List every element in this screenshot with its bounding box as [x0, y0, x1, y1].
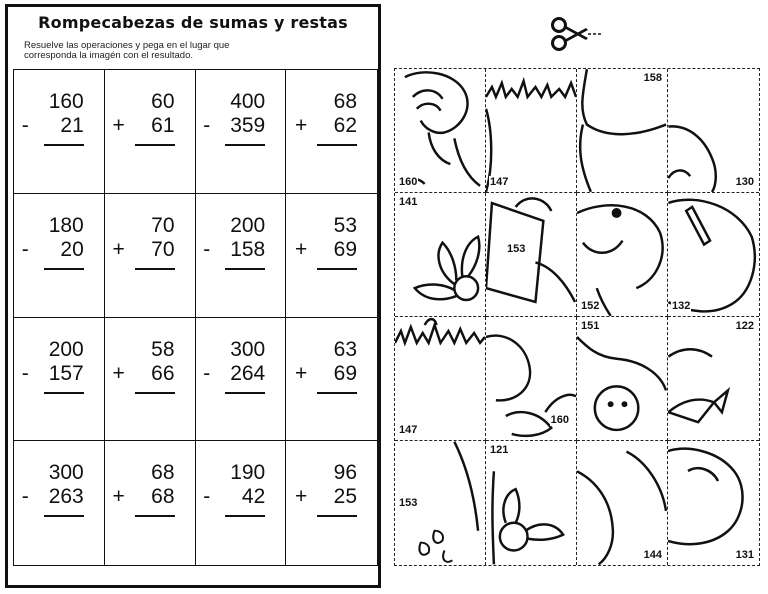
operation [295, 214, 357, 270]
top-number: 180 [48, 213, 84, 237]
operation [113, 338, 175, 394]
puzzle-piece[interactable] [577, 69, 668, 193]
puzzle-piece[interactable] [395, 69, 486, 193]
problem-cell [105, 194, 196, 318]
answer-line [44, 515, 84, 517]
answer-line [317, 144, 357, 146]
problem-cell [105, 318, 196, 442]
piece-number: 144 [643, 549, 662, 561]
puzzle-image [394, 68, 760, 566]
answer-line [225, 392, 265, 394]
piece-number: 147 [490, 176, 509, 188]
grass-drawing [486, 69, 576, 192]
puzzle-piece[interactable] [486, 317, 577, 441]
bottom-number: 264 [230, 361, 266, 385]
operation [113, 90, 175, 146]
problem-cell [286, 194, 377, 318]
piece-number: 121 [490, 444, 509, 456]
piece-number: 130 [735, 176, 754, 188]
operator-sign: + [112, 237, 125, 261]
piece-number: 147 [399, 424, 418, 436]
bottom-number: 66 [151, 361, 175, 385]
puzzle-piece[interactable] [577, 317, 668, 441]
bear-cub-drawing [577, 317, 667, 440]
top-number: 400 [230, 90, 266, 113]
top-number: 200 [230, 213, 266, 237]
operation [113, 214, 175, 270]
problem-cell [14, 194, 105, 318]
answer-line [135, 268, 175, 270]
operator-sign: + [295, 237, 308, 261]
bottom-number: 42 [241, 485, 266, 509]
problem-cell [286, 441, 377, 565]
worksheet-instructions: Resuelve las operaciones y pega en el lugar que corresponda la imagén con el resultado. [24, 40, 230, 61]
problem-cell [14, 318, 105, 442]
problem-cell [286, 70, 377, 194]
bottom-number: 69 [333, 361, 357, 385]
puzzle-piece[interactable] [395, 317, 486, 441]
watering-can-drawing [486, 193, 576, 316]
operation [203, 461, 265, 517]
bottom-number: 359 [230, 114, 266, 137]
operator-sign: + [112, 361, 125, 385]
answer-line [225, 268, 265, 270]
answer-line [44, 268, 84, 270]
answer-line [44, 144, 84, 146]
bear-ear-drawing [668, 193, 759, 316]
operation [203, 338, 265, 394]
top-number: 96 [333, 461, 357, 485]
puzzle-piece[interactable] [668, 193, 759, 317]
problem-cell [196, 441, 287, 565]
bottom-number: 68 [151, 485, 175, 509]
answer-line [225, 515, 265, 517]
bottom-number: 25 [333, 485, 357, 509]
flower-drawing [486, 441, 576, 565]
top-number: 300 [48, 461, 84, 485]
top-number: 190 [230, 461, 266, 485]
operator-sign: - [21, 237, 29, 261]
operation [203, 90, 265, 146]
bottom-number: 263 [48, 485, 84, 509]
operation [295, 461, 357, 517]
piece-number: 152 [581, 300, 600, 312]
puzzle-piece[interactable] [486, 441, 577, 565]
piece-number: 153 [399, 497, 418, 509]
operator-sign: - [203, 485, 211, 509]
operation [113, 461, 175, 517]
answer-line [135, 144, 175, 146]
operation [295, 338, 357, 394]
operator-sign: - [21, 114, 29, 137]
problem-cell [286, 318, 377, 442]
problems-grid [13, 69, 378, 566]
operator-sign: - [21, 485, 29, 509]
top-number: 60 [151, 90, 175, 113]
bear-body-drawing [577, 441, 667, 565]
grass-drawing [395, 317, 485, 440]
piece-number: 160 [399, 176, 418, 188]
top-number: 200 [48, 337, 84, 361]
problem-cell [196, 70, 287, 194]
puzzle-piece[interactable] [577, 441, 668, 565]
bottom-number: 61 [151, 114, 175, 137]
operation [203, 214, 265, 270]
puzzle-piece[interactable] [577, 193, 668, 317]
piece-number: 141 [399, 196, 418, 208]
puzzle-piece[interactable] [486, 69, 577, 193]
piece-number: 131 [735, 549, 754, 561]
worksheet [5, 4, 381, 588]
scissors-icon [550, 16, 602, 52]
operator-sign: + [295, 114, 308, 137]
operation [22, 214, 84, 270]
puzzle-piece[interactable] [668, 69, 759, 193]
operation [295, 90, 357, 146]
puzzle-piece[interactable] [395, 441, 486, 565]
hat-brim-drawing [668, 69, 759, 192]
top-number: 58 [151, 337, 175, 361]
top-number: 68 [333, 90, 357, 113]
bottom-number: 70 [151, 237, 175, 261]
problem-cell [105, 70, 196, 194]
answer-line [317, 515, 357, 517]
top-number: 63 [333, 337, 357, 361]
top-number: 68 [151, 461, 175, 485]
operator-sign: + [295, 485, 308, 509]
bear-face-drawing [577, 193, 667, 316]
bottom-number: 69 [333, 237, 357, 261]
answer-line [317, 392, 357, 394]
bow-drawing [668, 317, 759, 440]
bottom-number: 157 [48, 361, 84, 385]
top-number: 53 [333, 213, 357, 237]
problem-cell [196, 318, 287, 442]
answer-line [135, 392, 175, 394]
bottom-number: 62 [333, 114, 357, 137]
piece-number: 132 [672, 300, 691, 312]
operator-sign: + [112, 485, 125, 509]
hat-drawing [577, 69, 667, 192]
answer-line [135, 515, 175, 517]
answer-line [44, 392, 84, 394]
piece-number: 153 [507, 243, 526, 255]
operator-sign: + [295, 361, 308, 385]
puzzle-piece[interactable] [486, 193, 577, 317]
piece-number: 158 [643, 72, 662, 84]
bag-drawing [668, 441, 759, 565]
puzzle-piece[interactable] [668, 441, 759, 565]
operator-sign: + [112, 114, 125, 137]
piece-number: 160 [550, 414, 569, 426]
operator-sign: - [203, 237, 211, 261]
problem-cell [14, 441, 105, 565]
piece-number: 151 [581, 320, 600, 332]
flower-drawing [395, 193, 485, 316]
puzzle-piece[interactable] [668, 317, 759, 441]
puzzle-piece[interactable] [395, 193, 486, 317]
bottom-number: 21 [60, 114, 84, 137]
operator-sign: - [21, 361, 29, 385]
operator-sign: - [203, 114, 211, 137]
answer-line [225, 144, 265, 146]
bottom-number: 158 [230, 237, 266, 261]
problem-cell [14, 70, 105, 194]
operation [22, 461, 84, 517]
operation [22, 90, 84, 146]
flower-drawing [395, 69, 485, 192]
operation [22, 338, 84, 394]
piece-number: 122 [735, 320, 754, 332]
operator-sign: - [203, 361, 211, 385]
top-number: 300 [230, 337, 266, 361]
problem-cell [196, 194, 287, 318]
answer-line [317, 268, 357, 270]
top-number: 160 [48, 90, 84, 113]
worksheet-title: Rompecabezas de sumas y restas [38, 13, 348, 32]
problem-cell [105, 441, 196, 565]
top-number: 70 [151, 213, 175, 237]
bottom-number: 20 [60, 237, 84, 261]
